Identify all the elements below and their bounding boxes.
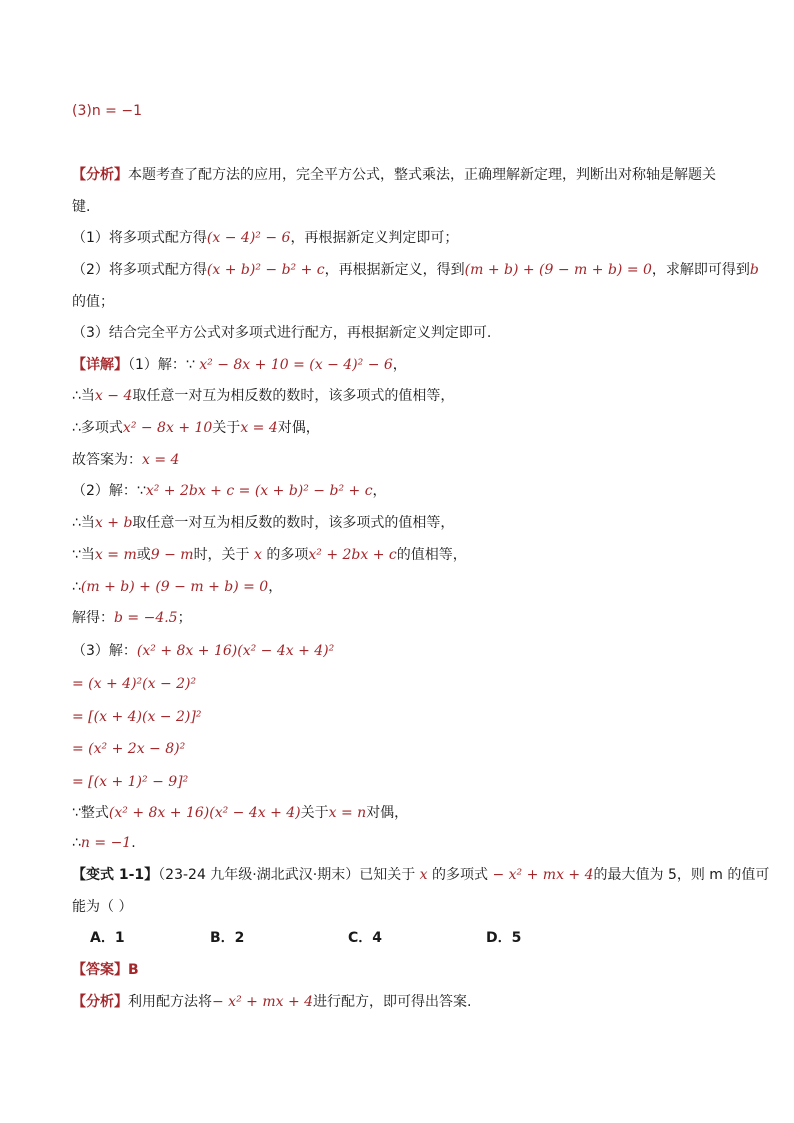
detail-line-13 bbox=[72, 739, 185, 759]
detail-line-7 bbox=[72, 545, 467, 565]
analysis-p2-math-1: (x + b)² − b² + c bbox=[206, 262, 325, 278]
detail-l7-math-4: x² + 2bx + c bbox=[308, 547, 397, 563]
detail-l5-math: x² + 2bx + c = (x + b)² − b² + c bbox=[145, 483, 373, 499]
analysis-p1-text-end: ，再根据新定义判定即可； bbox=[290, 230, 459, 246]
detail-tag: 【详解】 bbox=[72, 357, 128, 373]
detail-l5-text: （2）解：∵ bbox=[72, 483, 146, 499]
detail-l9-text: 解得： bbox=[72, 610, 114, 626]
answer-line bbox=[72, 960, 139, 980]
detail-l5-text-end: ， bbox=[372, 483, 387, 499]
detail-l7-math-2: 9 − m bbox=[150, 547, 194, 563]
variant-text-2: 的多项式 bbox=[427, 867, 493, 883]
detail-l3-text-end: 对偶， bbox=[277, 420, 320, 436]
analysis-point-3 bbox=[72, 323, 491, 343]
detail-l6-text-end: 取任意一对互为相反数的数时，该多项式的值相等， bbox=[132, 515, 455, 531]
variant-source: （23-24 九年级·湖北武汉·期末） bbox=[158, 867, 360, 883]
detail-l11-math: = (x + 4)²(x − 2)² bbox=[72, 676, 197, 692]
variant-text-3: 的最大值为 5，则 m 的值可 bbox=[593, 867, 770, 883]
detail-l8-text-end: ， bbox=[268, 579, 283, 595]
variant-line-1 bbox=[72, 865, 769, 885]
analysis-text-1: 本题考查了配方法的应用，完全平方公式，整式乘法，正确理解新定理，判断出对称轴是解题关 bbox=[128, 167, 716, 183]
detail-l2-text-end: 取任意一对互为相反数的数时，该多项式的值相等， bbox=[132, 388, 455, 404]
detail-l12-math: = [(x + 4)(x − 2)]² bbox=[72, 709, 202, 725]
detail-l8-text: ∴ bbox=[72, 579, 81, 595]
detail-l6-math: x + b bbox=[94, 515, 133, 531]
detail-l14-math: = [(x + 1)² − 9]² bbox=[72, 774, 189, 790]
analysis2-text-2: 进行配方，即可得出答案. bbox=[313, 994, 472, 1010]
detail-l7-text-2: 或 bbox=[136, 547, 151, 563]
detail-l15-text: ∵整式 bbox=[72, 805, 109, 821]
detail-l13-math: = (x² + 2x − 8)² bbox=[72, 741, 186, 757]
detail-l3-text-2: 关于 bbox=[212, 420, 241, 436]
analysis2-line bbox=[72, 992, 471, 1012]
detail-l4-math: x = 4 bbox=[142, 452, 180, 468]
analysis-line-1 bbox=[72, 165, 716, 185]
analysis2-tag: 【分析】 bbox=[72, 994, 128, 1010]
detail-line-10 bbox=[72, 641, 334, 661]
sub3-answer bbox=[72, 101, 142, 121]
option-c: C．4 bbox=[348, 930, 383, 946]
variant-line-2 bbox=[72, 897, 132, 917]
analysis-text-2: 键. bbox=[72, 199, 91, 215]
option-a: A．1 bbox=[90, 930, 125, 946]
detail-l15-text-2: 关于 bbox=[300, 805, 329, 821]
detail-l1-text: （1）解：∵ bbox=[128, 357, 200, 373]
detail-l9-math: b = −4.5 bbox=[114, 610, 178, 626]
answer-tag: 【答案】 bbox=[72, 962, 128, 978]
detail-line-4 bbox=[72, 450, 179, 470]
detail-line-6 bbox=[72, 513, 454, 533]
analysis-point-2-cont bbox=[72, 292, 114, 312]
detail-l16-text: ∴ bbox=[72, 835, 81, 851]
variant-text-4: 能为（ ） bbox=[72, 899, 133, 915]
detail-l2-text: ∴当 bbox=[72, 388, 95, 404]
analysis-line-2 bbox=[72, 197, 90, 217]
analysis-p2-text-end: 的值； bbox=[72, 294, 114, 310]
analysis-p2-text-2: ，再根据新定义，得到 bbox=[324, 262, 465, 278]
detail-l7-math-1: x = m bbox=[94, 547, 137, 563]
detail-l10-text: （3）解： bbox=[72, 643, 137, 659]
variant-text-1: 已知关于 bbox=[359, 867, 420, 883]
detail-l4-text: 故答案为： bbox=[72, 452, 142, 468]
detail-l6-text: ∴当 bbox=[72, 515, 95, 531]
detail-line-9 bbox=[72, 608, 192, 628]
analysis-p2-math-2: (m + b) + (9 − m + b) = 0 bbox=[464, 262, 652, 278]
detail-l7-text-end: 的值相等， bbox=[396, 547, 467, 563]
analysis-p3-text: （3）结合完全平方公式对多项式进行配方，再根据新定义判定即可. bbox=[72, 325, 492, 341]
detail-line-14 bbox=[72, 772, 188, 792]
detail-l7-text: ∵当 bbox=[72, 547, 95, 563]
detail-line-8 bbox=[72, 577, 282, 597]
detail-line-16 bbox=[72, 833, 136, 853]
variant-math-2: − x² + mx + 4 bbox=[492, 867, 594, 883]
analysis-p2-text-3: ，求解即可得到 bbox=[651, 262, 750, 278]
option-d: D．5 bbox=[486, 930, 522, 946]
detail-l1-text-end: ， bbox=[392, 357, 407, 373]
detail-l16-math: n = −1 bbox=[80, 835, 132, 851]
detail-l9-text-end: ； bbox=[177, 610, 192, 626]
detail-line-5 bbox=[72, 481, 387, 501]
analysis-p2-text: （2）将多项式配方得 bbox=[72, 262, 207, 278]
analysis-tag: 【分析】 bbox=[72, 167, 128, 183]
detail-l3-math-2: x = 4 bbox=[240, 420, 278, 436]
detail-line-12 bbox=[72, 707, 201, 727]
detail-l3-text: ∴多项式 bbox=[72, 420, 123, 436]
detail-l7-text-4: 的多项 bbox=[261, 547, 309, 563]
sub3-answer-text: (3)n = −1 bbox=[72, 103, 142, 119]
analysis-p1-text: （1）将多项式配方得 bbox=[72, 230, 207, 246]
analysis-p1-math: (x − 4)² − 6 bbox=[206, 230, 291, 246]
analysis-p2-math-3: b bbox=[749, 262, 759, 278]
detail-l15-math-1: (x² + 8x + 16)(x² − 4x + 4) bbox=[108, 805, 301, 821]
detail-line-11 bbox=[72, 674, 196, 694]
variant-tag: 【变式 1-1】 bbox=[72, 867, 159, 883]
detail-line-1 bbox=[72, 355, 407, 375]
detail-l15-text-end: 对偶， bbox=[366, 805, 409, 821]
analysis-point-2 bbox=[72, 260, 759, 280]
detail-l3-math-1: x² − 8x + 10 bbox=[122, 420, 213, 436]
detail-line-15 bbox=[72, 803, 408, 823]
detail-l2-math: x − 4 bbox=[94, 388, 133, 404]
detail-l10-math: (x² + 8x + 16)(x² − 4x + 4)² bbox=[136, 643, 335, 659]
variant-math-1: x bbox=[419, 867, 428, 883]
detail-l1-math: x² − 8x + 10 = (x − 4)² − 6 bbox=[199, 357, 393, 373]
detail-line-2 bbox=[72, 386, 454, 406]
detail-l15-math-2: x = n bbox=[328, 805, 367, 821]
detail-l16-text-end: . bbox=[131, 835, 136, 851]
detail-l8-math: (m + b) + (9 − m + b) = 0 bbox=[80, 579, 269, 595]
analysis-point-1 bbox=[72, 228, 458, 248]
analysis2-text-1: 利用配方法将 bbox=[128, 994, 212, 1010]
detail-l7-text-3: 时，关于 bbox=[193, 547, 255, 563]
answer-value: B bbox=[128, 962, 139, 978]
analysis2-math: − x² + mx + 4 bbox=[212, 994, 314, 1010]
detail-line-3 bbox=[72, 418, 320, 438]
detail-l7-math-3: x bbox=[254, 547, 262, 563]
option-b: B．2 bbox=[210, 930, 245, 946]
